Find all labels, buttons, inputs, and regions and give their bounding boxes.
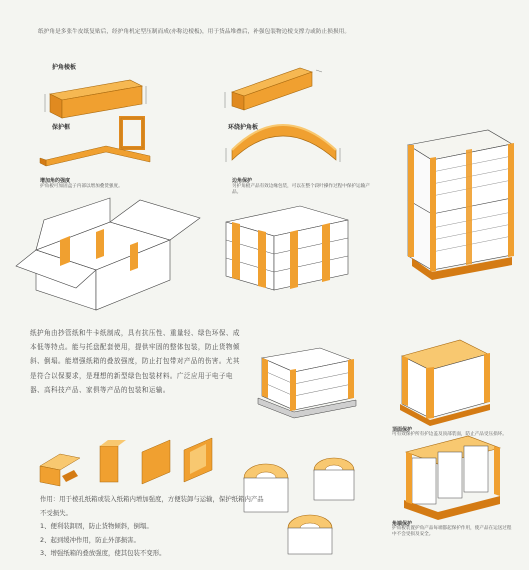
wrapped-pallet-illustration (258, 348, 356, 418)
edge-fix-illustration (404, 436, 500, 520)
caption-edge-fix: 护角板装置护角产品每端都起保护作用，使产品在运送过程中不会受损及安全。 (392, 526, 512, 537)
top-protect-illustration (400, 340, 490, 426)
usage-item: 2、起到缓冲作用，防止外部损害。 (40, 535, 140, 544)
usage-item: 1、便利装卸固，防止货物倾斜，倒塌。 (40, 522, 153, 531)
open-box-illustration (16, 198, 200, 310)
label-ring-board: 环绕护角板 (228, 124, 259, 131)
usage-item: 3、增强纸箱的叠放强度，使其包装不变形。 (40, 549, 166, 558)
product-shapes-illustration (40, 438, 212, 486)
caption-edge-protect: 另护角板产品有效边缘包装，可以在整个段叶操作过程中保护运输产品。 (232, 184, 370, 195)
label-edge-fix: 角端保护 (392, 521, 413, 527)
angle-board-illustration (45, 80, 146, 118)
stacked-crate-illustration (408, 130, 514, 280)
label-reinforce: 增加角的强度 (40, 178, 71, 184)
protect-frame-illustration (121, 118, 143, 148)
angle-board-2-illustration (225, 68, 322, 110)
caption-reinforce: 护角板可加固盒子内部以增加叠货强度。 (40, 184, 123, 189)
label-angle-board: 护角棱板 (52, 64, 77, 71)
label-edge-protect: 边角保护 (232, 178, 253, 184)
intro-text: 纸护角是多张牛皮纸复贴后，经护角机定型压制而成(亦称边棱板)，用于货品堆叠后，补强包装物边棱支撑力或防止损损用。 (38, 29, 351, 35)
pallet-stack-illustration (226, 206, 348, 290)
usage-section (40, 493, 290, 561)
caption-top-protect: 可有效保护所有护边盖及顶部装面，防止产品受压损坏。 (392, 432, 507, 437)
description-paragraph: 纸护角由抄管纸和牛卡纸制成，具有抗压性、重量轻、绿色环保、成本低等特点。能与托盘配套使用，提供牢固的整体包装，防止货物倾斜、倒塌。能增强纸箱的叠放强度，防止打包带对产品的伤害。尤其是符合以保要求，是理想的新型绿色包装材料。广泛应用于电子电器、高科技产品、家俱等产品的包装和运输。 (30, 329, 240, 394)
label-protect-frame: 保护框 (52, 124, 71, 131)
usage-intro: 作用：用于棱孔纸箱或装入纸箱内增加强度，方便装卸与运输，保护纸箱内产品不受损失。 (40, 495, 264, 517)
label-top-protect: 顶面保护 (392, 427, 413, 433)
